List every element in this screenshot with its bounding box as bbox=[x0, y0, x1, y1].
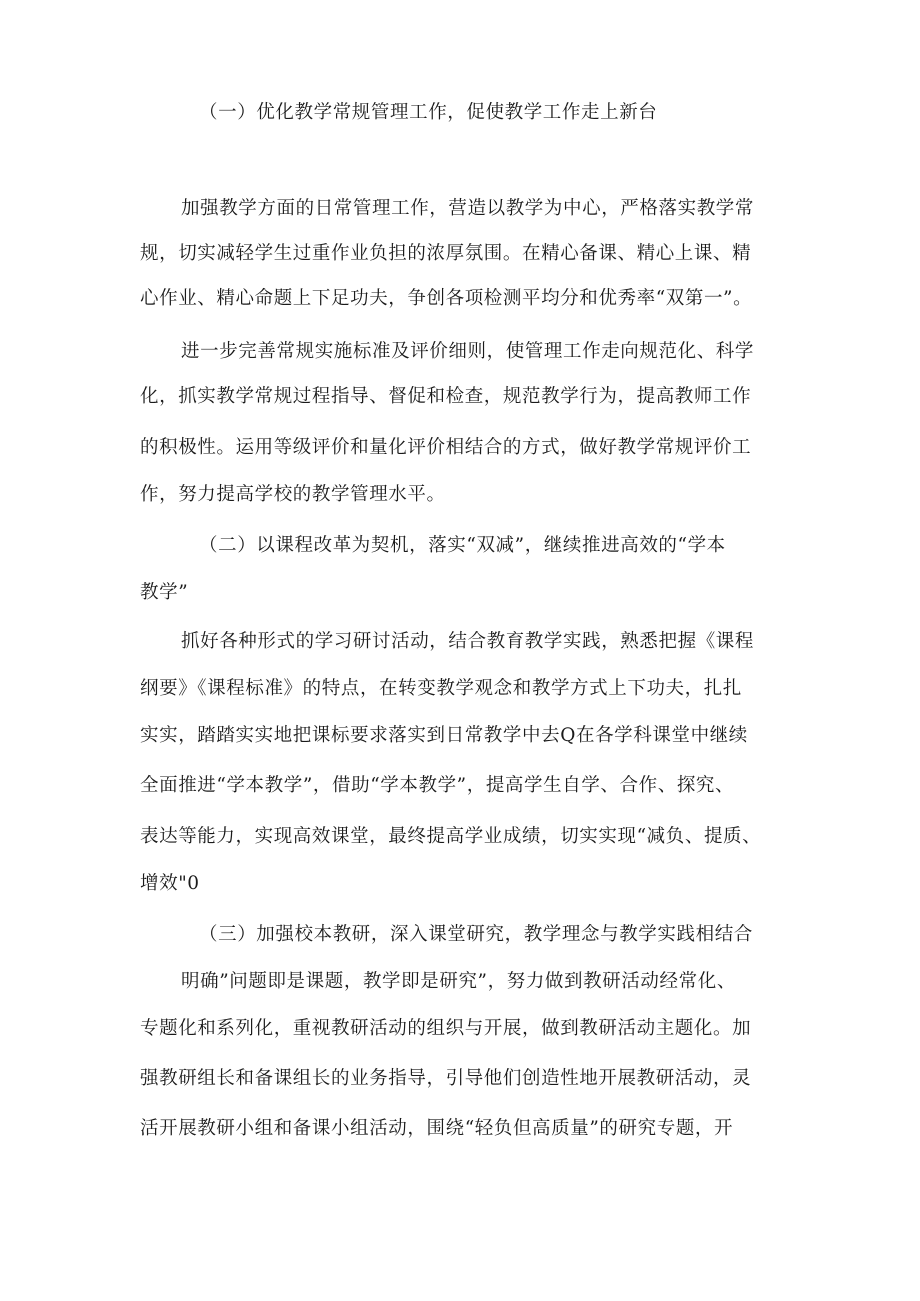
paragraph-4-line-4: 活开展教研小组和备课小组活动，围绕“轻负但高质量”的研究专题，开 bbox=[140, 1118, 734, 1139]
paragraph-2-line-1: 进一步完善常规实施标准及评价细则，使管理工作走向规范化、科学 bbox=[181, 341, 755, 362]
paragraph-1-line-1: 加强教学方面的日常管理工作，营造以教学为中心，严格落实教学常 bbox=[181, 198, 755, 219]
section-heading-2-continued: 教学” bbox=[140, 582, 189, 603]
paragraph-3-line-2: 纲要》《课程标准》的特点，在转变教学观念和教学方式上下功夫，扎扎 bbox=[140, 678, 742, 699]
paragraph-1-line-3: 心作业、精心命题上下足功夫，争创各项检测平均分和优秀率“双第一”。 bbox=[140, 288, 753, 309]
paragraph-4-line-2: 专题化和系列化，重视教研活动的组织与开展，做到教研活动主题化。加 bbox=[140, 1018, 752, 1039]
paragraph-4-line-1: 明确”问题即是课题，教学即是研究”，努力做到教研活动经常化、 bbox=[181, 971, 736, 992]
paragraph-4-line-3: 强教研组长和备课组长的业务指导，引导他们创造性地开展教研活动，灵 bbox=[140, 1068, 752, 1089]
section-heading-1: （一）优化教学常规管理工作，促使教学工作走上新台 bbox=[199, 102, 658, 123]
section-heading-3: （三）加强校本教研，深入课堂研究，教学理念与教学实践相结合 bbox=[199, 924, 753, 945]
paragraph-3-line-3: 实实，踏踏实实地把课标要求落实到日常教学中去Q在各学科课堂中继续 bbox=[140, 725, 748, 746]
paragraph-2-line-3: 的积极性。运用等级评价和量化评价相结合的方式，做好教学常规评价工 bbox=[140, 437, 752, 458]
section-heading-2: （二）以课程改革为契机，落实“双减”，继续推进高效的“学本 bbox=[199, 535, 726, 556]
paragraph-2-line-2: 化，抓实教学常规过程指导、督促和检查，规范教学行为，提高教师工作 bbox=[140, 386, 752, 407]
paragraph-3-line-4: 全面推进“学本教学”，借助“学本教学”，提高学生自学、合作、探究、 bbox=[140, 775, 735, 796]
paragraph-3-line-6: 增效"0 bbox=[140, 873, 200, 894]
paragraph-3-line-1: 抓好各种形式的学习研讨活动，结合教育教学实践，熟悉把握《课程 bbox=[181, 631, 755, 652]
paragraph-2-line-4: 作，努力提高学校的教学管理水平。 bbox=[140, 484, 446, 505]
paragraph-1-line-2: 规，切实减轻学生过重作业负担的浓厚氛围。在精心备课、精心上课、精 bbox=[140, 243, 752, 264]
paragraph-3-line-5: 表达等能力，实现高效课堂，最终提高学业成绩，切实实现“减负、提质、 bbox=[140, 826, 762, 847]
